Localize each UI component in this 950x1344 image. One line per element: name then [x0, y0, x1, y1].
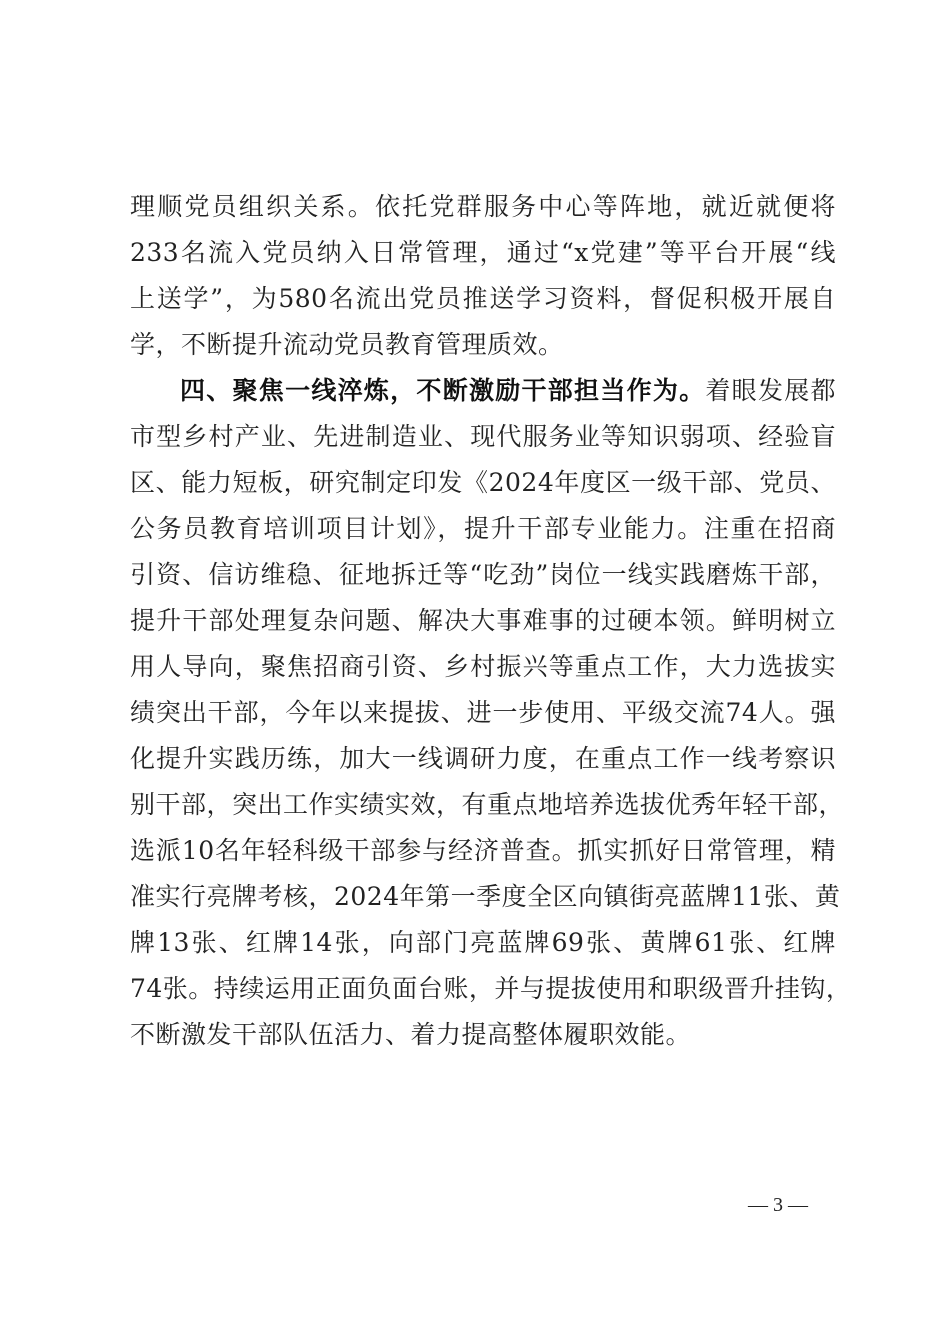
text-line: 引资、信访维稳、征地拆迁等“吃劲”岗位一线实践磨炼干部，: [130, 560, 836, 589]
text-line: 区、能力短板，研究制定印发《2024年度区一级干部、党员、: [130, 468, 836, 497]
text-line: 233名流入党员纳入日常管理，通过“x党建”等平台开展“线: [130, 238, 836, 267]
text-line: 选派10名年轻科级干部参与经济普查。抓实抓好日常管理，精: [130, 836, 836, 865]
text-line: 牌13张、红牌14张，向部门亮蓝牌69张、黄牌61张、红牌: [130, 928, 836, 957]
section-heading-line: [130, 368, 836, 414]
text-line: 提升干部处理复杂问题、解决大事难事的过硬本领。鲜明树立: [130, 606, 836, 635]
text-line: 上送学”，为580名流出党员推送学习资料，督促积极开展自: [130, 284, 836, 313]
text-line: 74张。持续运用正面负面台账，并与提拔使用和职级晋升挂钩，: [130, 974, 852, 1003]
text-line: 不断激发干部队伍活力、着力提高整体履职效能。: [130, 1020, 692, 1049]
text-line: 化提升实践历练，加大一线调研力度，在重点工作一线考察识: [130, 744, 836, 773]
text-line: 理顺党员组织关系。依托党群服务中心等阵地，就近就便将: [130, 192, 836, 221]
text-line: 市型乡村产业、先进制造业、现代服务业等知识弱项、经验盲: [130, 422, 836, 451]
text-line: 绩突出干部，今年以来提拔、进一步使用、平级交流74人。强: [130, 698, 836, 727]
text-line: 用人导向，聚焦招商引资、乡村振兴等重点工作，大力选拔实: [130, 652, 836, 681]
section-heading: 四、聚焦一线淬炼，不断激励干部担当作为。: [180, 376, 706, 405]
text-line: 别干部，突出工作实绩实效，有重点地培养选拔优秀年轻干部，: [130, 790, 845, 819]
page-number: — 3 —: [748, 1194, 808, 1216]
text-line: 公务员教育培训项目计划》，提升干部专业能力。注重在招商: [130, 514, 836, 543]
text-line: 准实行亮牌考核，2024年第一季度全区向镇街亮蓝牌11张、黄: [130, 882, 841, 911]
text-segment: 着眼发展都: [705, 376, 836, 405]
text-line: 学，不断提升流动党员教育管理质效。: [130, 330, 564, 359]
